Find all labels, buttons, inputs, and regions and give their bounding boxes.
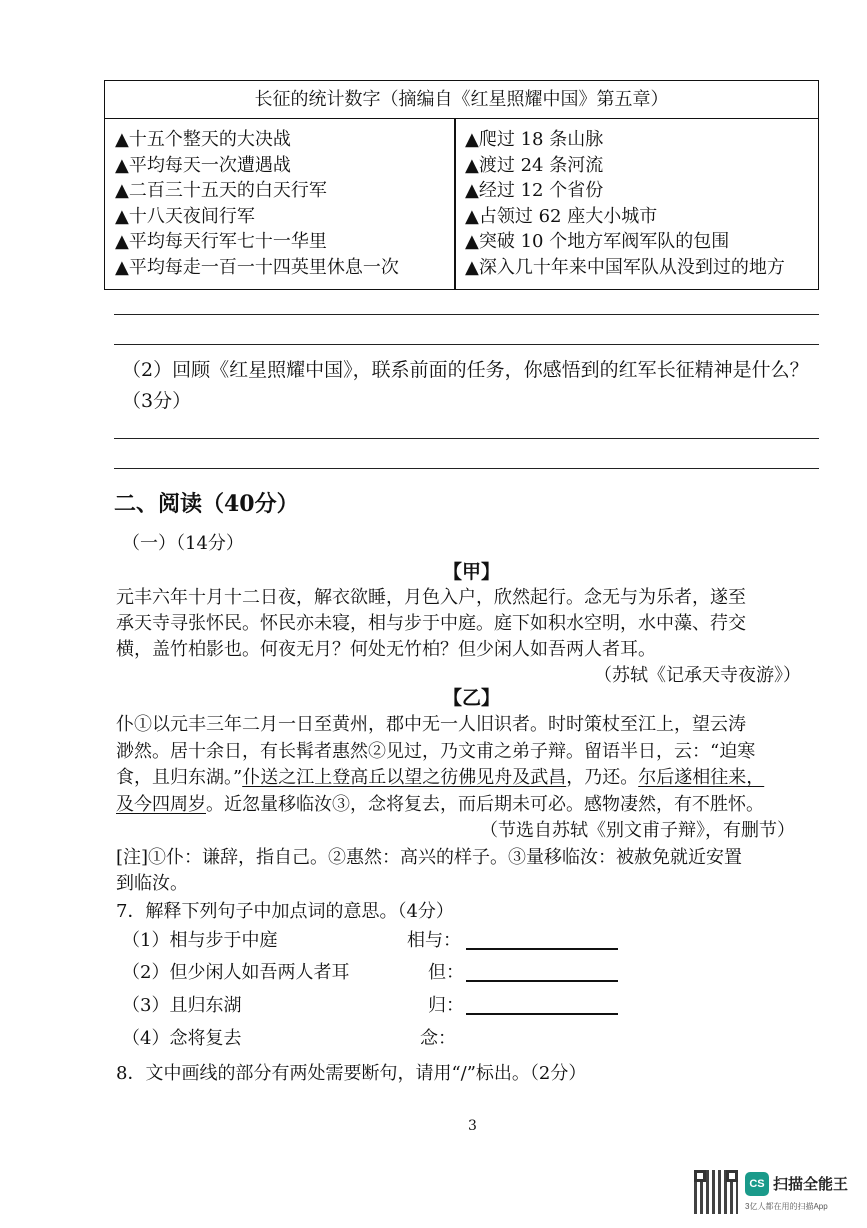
passage-line (116, 793, 764, 817)
answer-line[interactable] (114, 344, 819, 345)
stat-item: ▲二百三十五天的白天行军 (115, 180, 327, 201)
camscanner-logo-icon: CS (745, 1172, 769, 1196)
stat-item: ▲深入几十年来中国军队从没到过的地方 (465, 256, 785, 278)
q7-word: 念： (420, 1028, 456, 1049)
q7-answer-blank[interactable] (466, 980, 618, 982)
question-2-text: （2）回顾《红星照耀中国》，联系前面的任务，你感悟到的红军长征精神是什么？ (122, 359, 809, 381)
question-8-title: 8．文中画线的部分有两处需要断句，请用“/”标出。（2分） (116, 1063, 587, 1084)
q7-word: 但： (428, 962, 464, 983)
q7-sentence: （4）念将复去 (122, 1028, 242, 1049)
passage-jia-label: 【甲】 (443, 561, 501, 583)
underlined-passage: 仆送之江上登高丘以望之彷佛见舟及武昌 (242, 767, 567, 788)
stat-item: ▲经过 12 个省份 (465, 180, 604, 201)
answer-line[interactable] (114, 438, 819, 439)
q7-answer-blank[interactable] (466, 948, 618, 950)
stat-item: ▲平均每走一百一十四英里休息一次 (115, 256, 399, 278)
passage-line (116, 766, 764, 790)
section-title: 二、阅读（40分） (114, 491, 299, 517)
question-7-title: 7．解释下列句子中加点词的意思。（4分） (116, 901, 454, 922)
notes-line: [注]①仆：谦辞，指自己。②惠然：高兴的样子。③量移临汝：被赦免就近安置 (116, 847, 743, 868)
passage-line: 承天寺寻张怀民。怀民亦未寝，相与步于中庭。庭下如积水空明，水中藻、荇交 (116, 613, 746, 634)
passage-source: （苏轼《记承天寺夜游》） (594, 665, 801, 686)
watermark-tagline: 3亿人都在用的扫描App (745, 1202, 828, 1211)
stats-table (104, 80, 819, 290)
page-number: 3 (468, 1118, 477, 1134)
underlined-passage: 及今四周岁 (116, 794, 206, 815)
stat-item: ▲占领过 62 座大小城市 (465, 205, 658, 227)
passage-text: ，乃还。 (566, 767, 639, 788)
q7-word: 相与： (407, 930, 461, 951)
q7-sentence: （1）相与步于中庭 (122, 930, 278, 951)
passage-line: 横，盖竹柏影也。何夜无月？何处无竹柏？但少闲人如吾两人者耳。 (116, 639, 656, 660)
stats-table-title: 长征的统计数字（摘编自《红星照耀中国》第五章） (105, 81, 818, 119)
passage-yi-label: 【乙】 (443, 687, 501, 709)
notes-line: 到临汝。 (116, 873, 188, 894)
passage-line: 仆①以元丰三年二月一日至黄州，郡中无一人旧识者。时时策杖至江上，望云涛 (116, 714, 746, 735)
stats-left-column (115, 127, 399, 280)
watermark-brand: 扫描全能王 (773, 1176, 849, 1193)
answer-line[interactable] (114, 468, 819, 469)
answer-line[interactable] (114, 314, 819, 315)
stat-item: ▲平均每天行军七十一华里 (115, 231, 327, 252)
qr-code-icon (694, 1170, 738, 1214)
q7-sentence: （3）且归东湖 (122, 995, 242, 1016)
stat-item: ▲十八天夜间行军 (115, 205, 255, 227)
q7-sentence: （2）但少闲人如吾两人者耳 (122, 962, 350, 983)
q7-answer-blank[interactable] (466, 1013, 618, 1015)
stat-item: ▲平均每天一次遭遇战 (115, 154, 291, 176)
passage-line: 元丰六年十月十二日夜，解衣欲睡，月色入户，欣然起行。念无与为乐者，遂至 (116, 587, 746, 608)
table-divider (454, 119, 456, 289)
stat-item: ▲十五个整天的大决战 (115, 129, 291, 150)
passage-line: 渺然。居十余日，有长髯者惠然②见过，乃文甫之弟子辩。留语半日，云：“迫寒 (116, 741, 756, 762)
passage-text: 。近忽量移临汝③，念将复去，而后期未可必。感物凄然，有不胜怀。 (206, 794, 764, 815)
stat-item: ▲爬过 18 条山脉 (465, 129, 604, 150)
stats-right-column (465, 127, 785, 280)
passage-source: （节选自苏轼《别文甫子辩》，有删节） (480, 820, 795, 841)
stat-item: ▲突破 10 个地方军阀军队的包围 (465, 231, 730, 252)
section-subtitle: （一）（14分） (122, 533, 244, 554)
passage-text: 食，且归东湖。” (116, 767, 243, 788)
question-2-points: （3分） (122, 390, 192, 412)
q7-word: 归： (428, 995, 464, 1016)
underlined-passage: 尔后遂相往来， (638, 767, 765, 788)
stat-item: ▲渡过 24 条河流 (465, 154, 604, 176)
